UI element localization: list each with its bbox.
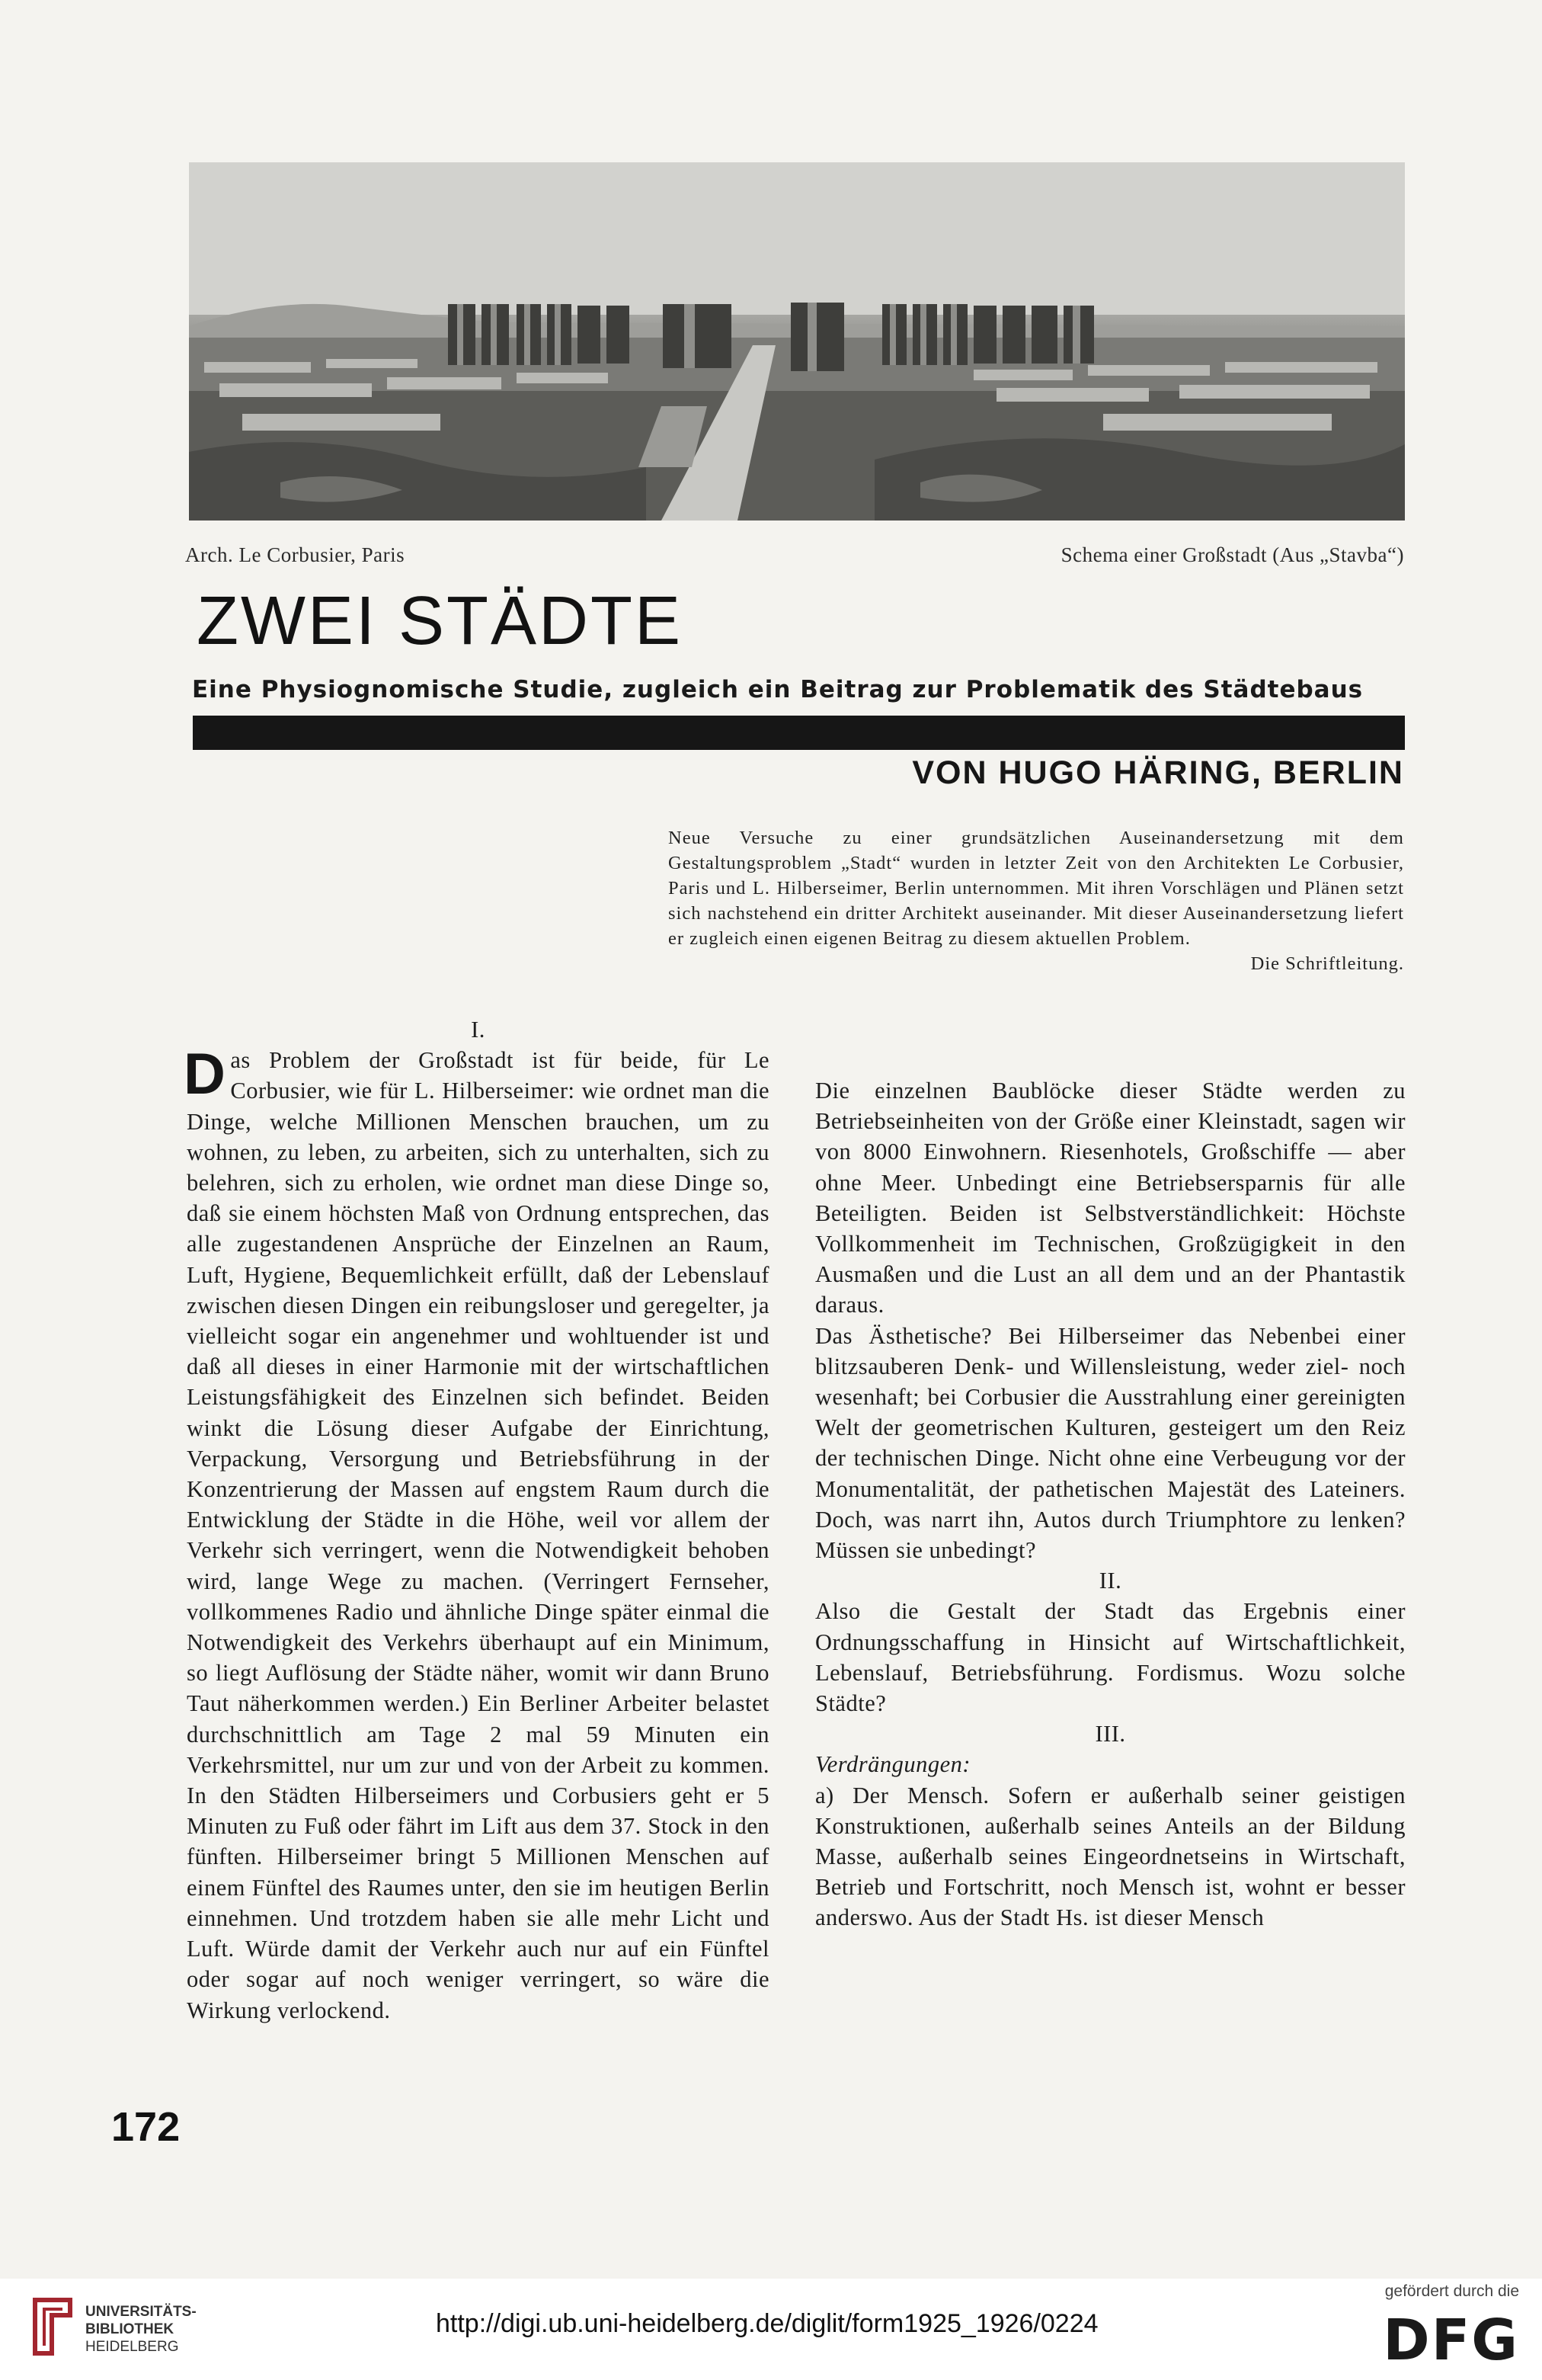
title-rule — [193, 716, 1405, 750]
paragraph-3: Das Ästhetische? Bei Hilberseimer das Nebenbei einer blitzsauberen Denk- und Willensleistung, weder ziel- noch wesenhaft; bei Corbusier die Ausstrahlung einer gereinigten Welt der geometrischen Kulturen, gesteigert um den Reiz der technischen Dinge. Nicht ohne eine Verbeugung vor der Monumentalität, der pathetischen Majestät des Lateiners. Doch, was narrt ihn, Autos durch Triumphtore zu lenken? Müssen sie unbedingt? — [815, 1322, 1406, 1564]
intro-text: Neue Versuche zu einer grundsätzlichen Auseinandersetzung mit dem Gestaltungsproblem „Stadt“ wurden in letzter Zeit von den Architekten Le Corbusier, Paris und L. Hilberseimer, Berlin unternommen. Mit ihren Vorschlägen und Plänen setzt sich nachstehend ein dritter Architekt auseinander. Mit dieser Auseinandersetzung liefert er zugleich einen eigenen Beitrag zu diesem aktuellen Problem. — [668, 828, 1404, 949]
page-number: 172 — [111, 2104, 181, 2150]
photo-caption-architect: Arch. Le Corbusier, Paris — [185, 543, 405, 566]
first-paragraph — [184, 1042, 769, 2026]
column-left — [184, 1014, 769, 2026]
dfg-logo: DFG — [1383, 2308, 1519, 2373]
section-heading-1: I. — [471, 1017, 485, 1043]
editorial-intro — [668, 825, 1404, 976]
article-title: ZWEI STÄDTE — [197, 583, 683, 659]
city-panorama-illustration — [189, 162, 1405, 521]
article-byline: VON HUGO HÄRING, BERLIN — [912, 754, 1404, 791]
paragraph-4: Also die Gestalt der Stadt das Ergebnis einer Ordnungsschaffung in Hinsicht auf Wirtschaftlichkeit, Lebenslauf, Betriebsführung. Fordismus. Wozu solche Städte? — [815, 1598, 1406, 1717]
funding-note: gefördert durch die — [1384, 2282, 1519, 2300]
article-subtitle: Eine Physiognomische Studie, zugleich ein Beitrag zur Problematik des Städtebaus — [192, 676, 1364, 703]
photo-caption-source: Schema einer Großstadt (Aus „Stavba“) — [1061, 543, 1404, 566]
drop-cap: D — [184, 1042, 226, 1107]
column-right — [815, 1075, 1406, 1933]
paragraph-5: a) Der Mensch. Sofern er außerhalb seiner geistigen Konstruktionen, außerhalb seines Anteils an der Bildung Masse, außerhalb seines Eingeordnetseins in Wirtschaft, Betrieb und Fortschritt, noch Mensch ist, wohnt er besser anderswo. Aus der Stadt Hs. ist dieser Mensch — [815, 1782, 1406, 1931]
library-name — [85, 2303, 197, 2356]
digitization-footer — [0, 2279, 1542, 2380]
paragraph-5-heading: Verdrängungen: — [815, 1751, 971, 1778]
university-library-logo-icon — [29, 2292, 76, 2361]
library-name-line1: UNIVERSITÄTS- — [85, 2304, 197, 2320]
source-url-link[interactable]: http://digi.ub.uni-heidelberg.de/diglit/form1925_1926/0224 — [436, 2309, 1099, 2338]
section-heading-2: II. — [1099, 1568, 1122, 1594]
paragraph-2: Die einzelnen Baublöcke dieser Städte werden zu Betriebseinheiten von der Größe einer Kleinstadt, sagen wir von 8000 Einwohnern. Riesenhotels, Großschiffe — aber ohne Meer. Unbedingt eine Betriebsersparnis für alle Beteiligten. Beiden ist Selbstverständlichkeit: Höchste Vollkommenheit im Technischen, Großzügigkeit in den Ausmaßen und die Lust an all dem und an der Phantastik daraus. — [815, 1078, 1406, 1318]
intro-signature: Die Schriftleitung. — [1250, 953, 1404, 974]
city-panorama-photo — [189, 162, 1405, 521]
section-heading-3: III. — [1095, 1721, 1126, 1747]
library-name-line3: HEIDELBERG — [85, 2339, 179, 2355]
paragraph-1-text: as Problem der Großstadt ist für beide, für Le Corbusier, wie für L. Hilberseimer: wie ordnet man die Dinge, welche Millionen Menschen brauchen, um zu wohnen, zu leben, zu arbeiten, sich zu unterhalten, sich zu belehren, sich zu erholen, wie ordnet man diese Dinge so, daß sie einem höchsten Maß von Ordnung entsprechen, das alle zugestandenen Ansprüche der Einzelnen an Raum, Luft, Hygiene, Bequemlichkeit erfüllt, daß der Lebenslauf zwischen diesen Dingen ein reibungsloser und geregelter, ja vielleicht sogar ein angenehmer und wohltuender ist und daß all dieses in einer Harmonie mit der wirtschaftlichen Leistungsfähigkeit des Einzelnen sich befindet. Beiden winkt die Lösung dieser Aufgabe der Einrichtung, Verpackung, Versorgung und Betriebsführung in der Konzentrierung der Massen auf engstem Raum durch die Entwicklung der Städte in die Höhe, weil vor allem der Verkehr sich verringert, wenn die Notwendigkeit behoben wird, lange Wege zu machen. (Verringert Fernseher, vollkommenes Radio und ähnliche Dinge später einmal die Notwendigkeit des Verkehrs überhaupt auf ein Minimum, so liegt Auflösung der Städte näher, womit wir dann Bruno Taut näherkommen werden.) Ein Berliner Arbeiter belastet durchschnittlich am Tage 2 mal 59 Minuten ein Verkehrsmittel, nur um zur und von der Arbeit zu kommen. In den Städten Hilberseimers und Corbusiers geht er 5 Minuten zu Fuß oder fährt im Lift aus dem 37. Stock in den fünften. Hilberseimer bringt 5 Millionen Menschen auf einem Fünftel des Raumes unter, den sie im heutigen Berlin einnehmen. Und trotzdem haben sie alle mehr Licht und Luft. Würde damit der Verkehr auch nur auf ein Fünftel oder sogar auf noch weniger verringert, so wäre die Wirkung verlockend. — [187, 1047, 769, 2023]
library-name-line2: BIBLIOTHEK — [85, 2321, 174, 2337]
